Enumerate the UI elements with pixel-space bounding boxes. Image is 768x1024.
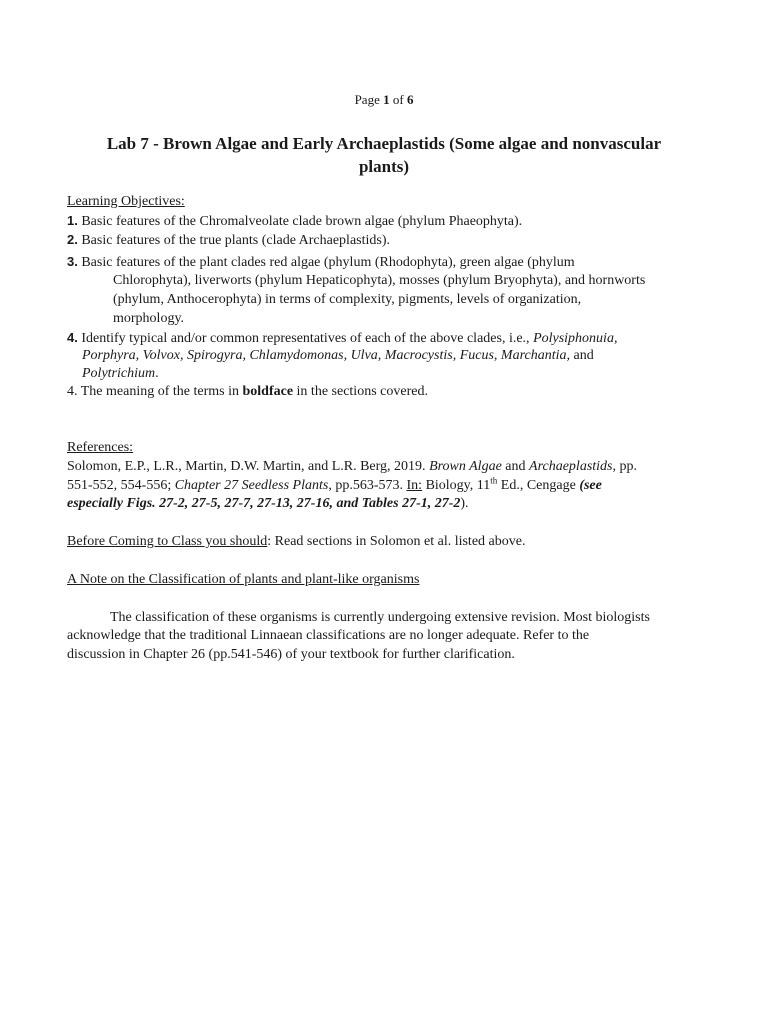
page-current: 1 [383, 92, 390, 107]
reference-chapter: Archaeplastids [529, 459, 613, 474]
note-heading: A Note on the Classification of plants and plant-like organisms [67, 572, 420, 587]
objective-text-line: Basic features of the plant clades red algae (phylum (Rhodophyta), green algae (phylum [81, 255, 575, 270]
objectives-heading: Learning Objectives: [67, 194, 185, 209]
reference-line-1 [67, 458, 637, 477]
page-of: of [389, 92, 407, 107]
note-paragraph-line-3: discussion in Chapter 26 (pp.541-546) of your textbook for further clarification. [67, 647, 515, 662]
reference-see: (see [579, 478, 602, 493]
reference-line-3 [67, 495, 469, 514]
reference-pages: 551-552, 554-556; [67, 478, 175, 493]
before-class-line [67, 533, 525, 552]
objective-3-line-3: (phylum, Anthocerophyta) in terms of complexity, pigments, levels of organization, [113, 292, 582, 307]
objective-number: 1. [67, 213, 78, 228]
organism-name: Polysiphonuia, [533, 331, 618, 346]
objective-4 [67, 329, 617, 349]
organism-names: Porphyra, Volvox, Spirogyra, Chlamydomonas, Ulva, Macrocystis, Fucus, Marchantia, [82, 348, 570, 363]
objective-text-post: in the sections covered. [293, 384, 428, 399]
reference-publisher: Ed., Cengage [497, 478, 580, 493]
reference-pages: , pp.563-573. [328, 478, 407, 493]
reference-chapter: Chapter 27 Seedless Plants [174, 478, 329, 493]
references-heading: References: [67, 440, 134, 455]
objective-number: 3. [67, 254, 78, 269]
page-total: 6 [406, 92, 414, 107]
objective-3 [67, 253, 575, 273]
organism-name: Polytrichium [82, 366, 156, 381]
objective-5 [67, 383, 428, 402]
reference-pages: , pp. [612, 459, 637, 474]
page-prefix: Page [354, 92, 384, 107]
note-paragraph-line-1: The classification of these organisms is currently undergoing extensive revision. Most biologists [110, 610, 650, 625]
before-class-text: : Read sections in Solomon et al. listed above. [267, 534, 526, 549]
reference-book: Biology, 11 [422, 478, 491, 493]
objective-text: Basic features of the true plants (clade Archaeplastids). [81, 233, 390, 248]
objective-3-line-2: Chlorophyta), liverworts (phylum Hepaticophyta), mosses (phylum Bryophyta), and hornworts [113, 273, 646, 288]
page-title: Lab 7 - Brown Algae and Early Archaeplastids (Some algae and nonvascular plants) [106, 134, 662, 176]
objective-4-line-3 [82, 365, 159, 384]
reference-figures: especially Figs. 27-2, 27-5, 27-7, 27-13, 27-16, and Tables 27-1, 27-2 [67, 496, 461, 511]
objective-4-line-2 [82, 347, 594, 366]
objective-text-pre: The meaning of the terms in [80, 384, 243, 399]
before-class-label: Before Coming to Class you should [67, 534, 268, 549]
boldface-term: boldface [242, 384, 294, 399]
note-paragraph-line-2: acknowledge that the traditional Linnaean classifications are no longer adequate. Refer to the [67, 628, 590, 643]
reference-authors: Solomon, E.P., L.R., Martin, D.W. Martin, and L.R. Berg, 2019. [67, 459, 430, 474]
period: . [155, 366, 159, 381]
conjunction: and [573, 348, 594, 363]
reference-chapter: Brown Algae [429, 459, 502, 474]
objective-text-line: Identify typical and/or common representatives of each of the above clades, i.e., [81, 331, 530, 346]
reference-line-2 [67, 477, 602, 496]
reference-and: and [501, 459, 530, 474]
reference-end: ). [460, 496, 469, 511]
objective-2 [67, 231, 390, 251]
objective-number: 2. [67, 232, 78, 247]
objective-number: 4. [67, 384, 78, 399]
objective-1 [67, 212, 522, 232]
objective-3-line-4: morphology. [113, 311, 185, 326]
reference-in: In: [406, 478, 423, 493]
page-header [0, 92, 768, 108]
edition-superscript: th [490, 475, 498, 486]
objective-text: Basic features of the Chromalveolate clade brown algae (phylum Phaeophyta). [81, 214, 523, 229]
objective-number: 4. [67, 330, 78, 345]
